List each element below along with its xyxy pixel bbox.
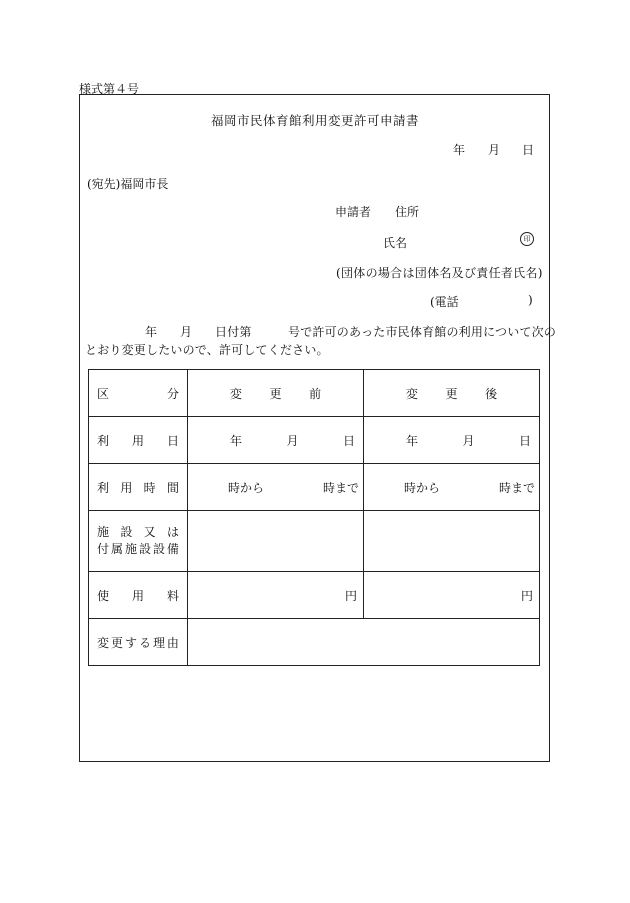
fee-before-field[interactable]: 円 bbox=[188, 572, 364, 619]
date-year: 年 bbox=[453, 143, 466, 157]
addressee: (宛先)福岡市長 bbox=[87, 177, 169, 191]
body-day-number: 日付第 bbox=[215, 325, 252, 339]
table-row-date bbox=[89, 417, 540, 464]
phone-label: (電話 bbox=[430, 295, 459, 309]
name-label: 氏名 bbox=[383, 236, 408, 250]
row-reason-label: 変 更 す る 理 由 bbox=[89, 619, 188, 666]
row-fee-label: 使 用 料 bbox=[89, 572, 188, 619]
applicant-label: 申請者 bbox=[335, 205, 372, 219]
table-row-time bbox=[89, 464, 540, 511]
date-day: 日 bbox=[522, 143, 535, 157]
body-number-suffix: 号で許可のあった市民体育館の利用について次の bbox=[288, 325, 557, 339]
fee-after-field[interactable]: 円 bbox=[364, 572, 540, 619]
phone-close-paren: ) bbox=[528, 293, 533, 307]
address-label: 住所 bbox=[395, 205, 420, 219]
header-before: 変 更 前 bbox=[188, 370, 364, 417]
table-header-row bbox=[89, 370, 540, 417]
time-before-field[interactable]: 時から 時まで bbox=[188, 464, 364, 511]
time-after-field[interactable]: 時から 時まで bbox=[364, 464, 540, 511]
table-row-fee bbox=[89, 572, 540, 619]
date-after-field[interactable]: 年 月 日 bbox=[364, 417, 540, 464]
form-number: 様式第４号 bbox=[79, 82, 140, 96]
table-row-reason bbox=[89, 619, 540, 666]
body-year: 年 bbox=[145, 325, 158, 339]
table-row-facility bbox=[89, 511, 540, 572]
date-before-field[interactable]: 年 月 日 bbox=[188, 417, 364, 464]
reason-field[interactable] bbox=[188, 619, 540, 666]
body-line-2: とおり変更したいので、許可してください。 bbox=[85, 343, 329, 357]
header-category: 区 分 bbox=[89, 370, 188, 417]
facility-before-field[interactable] bbox=[188, 511, 364, 572]
change-table bbox=[88, 369, 540, 666]
facility-after-field[interactable] bbox=[364, 511, 540, 572]
body-month: 月 bbox=[180, 325, 193, 339]
seal-icon: 印 bbox=[520, 232, 534, 246]
row-facility-label: 施 設 又 は 付 属 施 設 設 備 bbox=[89, 511, 188, 572]
form-title: 福岡市民体育館利用変更許可申請書 bbox=[210, 113, 419, 128]
organization-note: (団体の場合は団体名及び責任者氏名) bbox=[336, 266, 543, 280]
header-after: 変 更 後 bbox=[364, 370, 540, 417]
row-date-label: 利 用 日 bbox=[89, 417, 188, 464]
date-month: 月 bbox=[488, 143, 501, 157]
row-time-label: 利 用 時 間 bbox=[89, 464, 188, 511]
